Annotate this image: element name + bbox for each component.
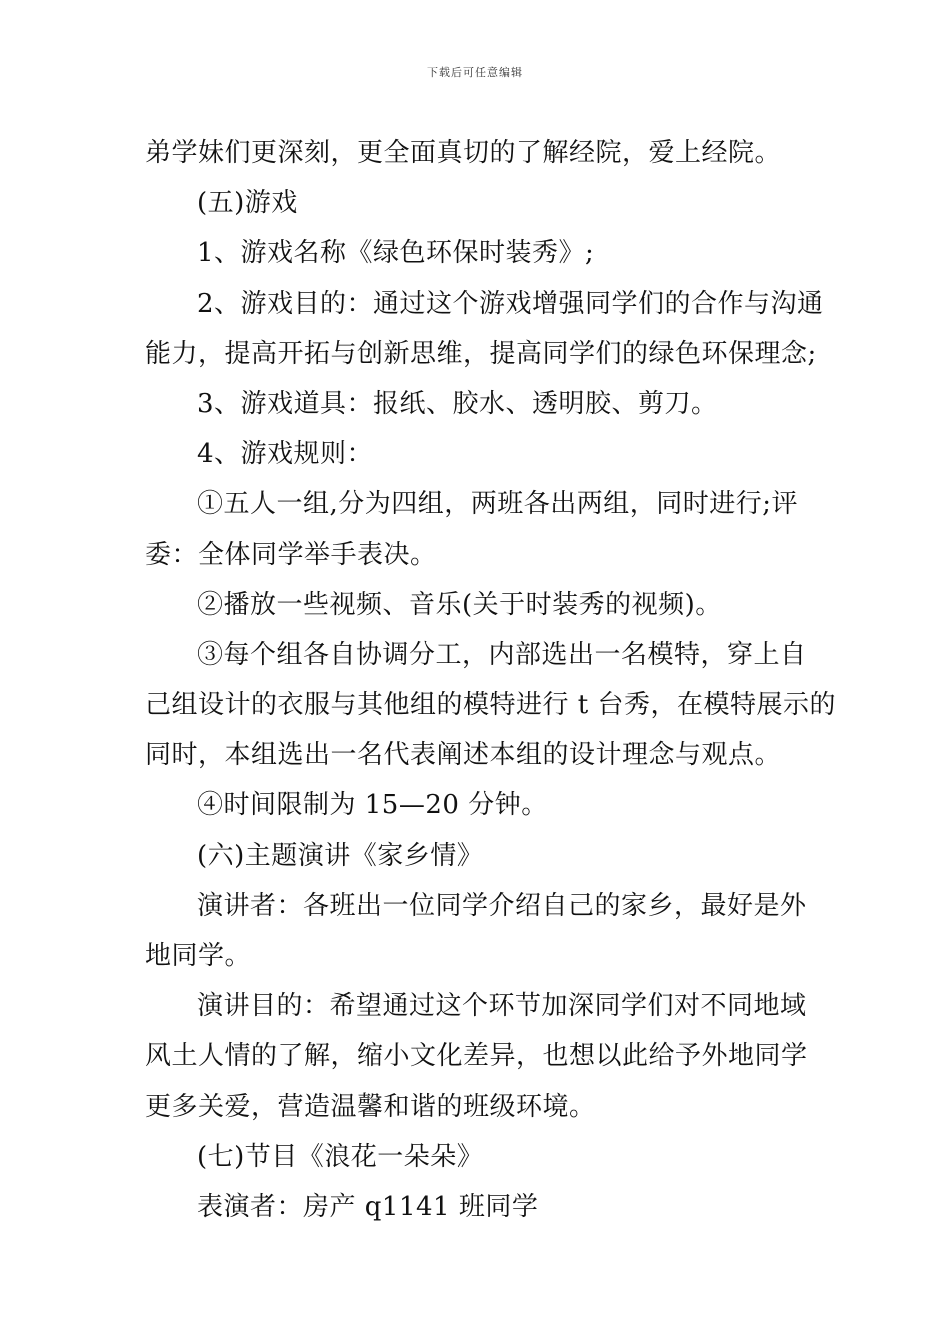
- text-line: 弟学妹们更深刻，更全面真切的了解经院，爱上经院。: [145, 138, 782, 168]
- text-line: 1、游戏名称《绿色环保时装秀》;: [197, 238, 595, 269]
- text-line: 委：全体同学举手表决。: [145, 539, 437, 570]
- text-line: 同时，本组选出一名代表阐述本组的设计理念与观点。: [145, 740, 782, 771]
- text-line: 地同学。: [145, 941, 252, 971]
- text-line: ②播放一些视频、音乐(关于时装秀的视频)。: [197, 589, 722, 620]
- text-line: ④时间限制为 15—20 分钟。: [197, 790, 548, 821]
- text-line: 演讲目的：希望通过这个环节加深同学们对不同地域: [197, 991, 807, 1022]
- text-line: ①五人一组,分为四组，两班各出两组，同时进行;评: [197, 489, 799, 520]
- text-line: 4、游戏规则：: [197, 439, 374, 470]
- document-body: [145, 128, 836, 1232]
- text-line: (六)主题演讲《家乡情》: [197, 840, 484, 871]
- text-line: 3、游戏道具：报纸、胶水、透明胶、剪刀。: [197, 388, 718, 419]
- header-note: 下载后可任意编辑: [427, 66, 523, 79]
- text-line: 风土人情的了解，缩小文化差异，也想以此给予外地同学: [145, 1041, 808, 1072]
- text-line: 己组设计的衣服与其他组的模特进行 t 台秀，在模特展示的: [145, 690, 836, 721]
- text-line: 演讲者：各班出一位同学介绍自己的家乡，最好是外: [197, 890, 807, 921]
- text-line: 更多关爱，营造温馨和谐的班级环境。: [145, 1091, 596, 1122]
- text-line: (五)游戏: [197, 188, 298, 219]
- text-line: 能力，提高开拓与创新思维，提高同学们的绿色环保理念;: [145, 338, 817, 369]
- text-line: 表演者：房产 q1141 班同学: [197, 1191, 539, 1222]
- text-line: 2、游戏目的：通过这个游戏增强同学们的合作与沟通: [197, 288, 824, 319]
- text-line: ③每个组各自协调分工，内部选出一名模特，穿上自: [197, 639, 807, 670]
- text-line: (七)节目《浪花一朵朵》: [197, 1141, 484, 1172]
